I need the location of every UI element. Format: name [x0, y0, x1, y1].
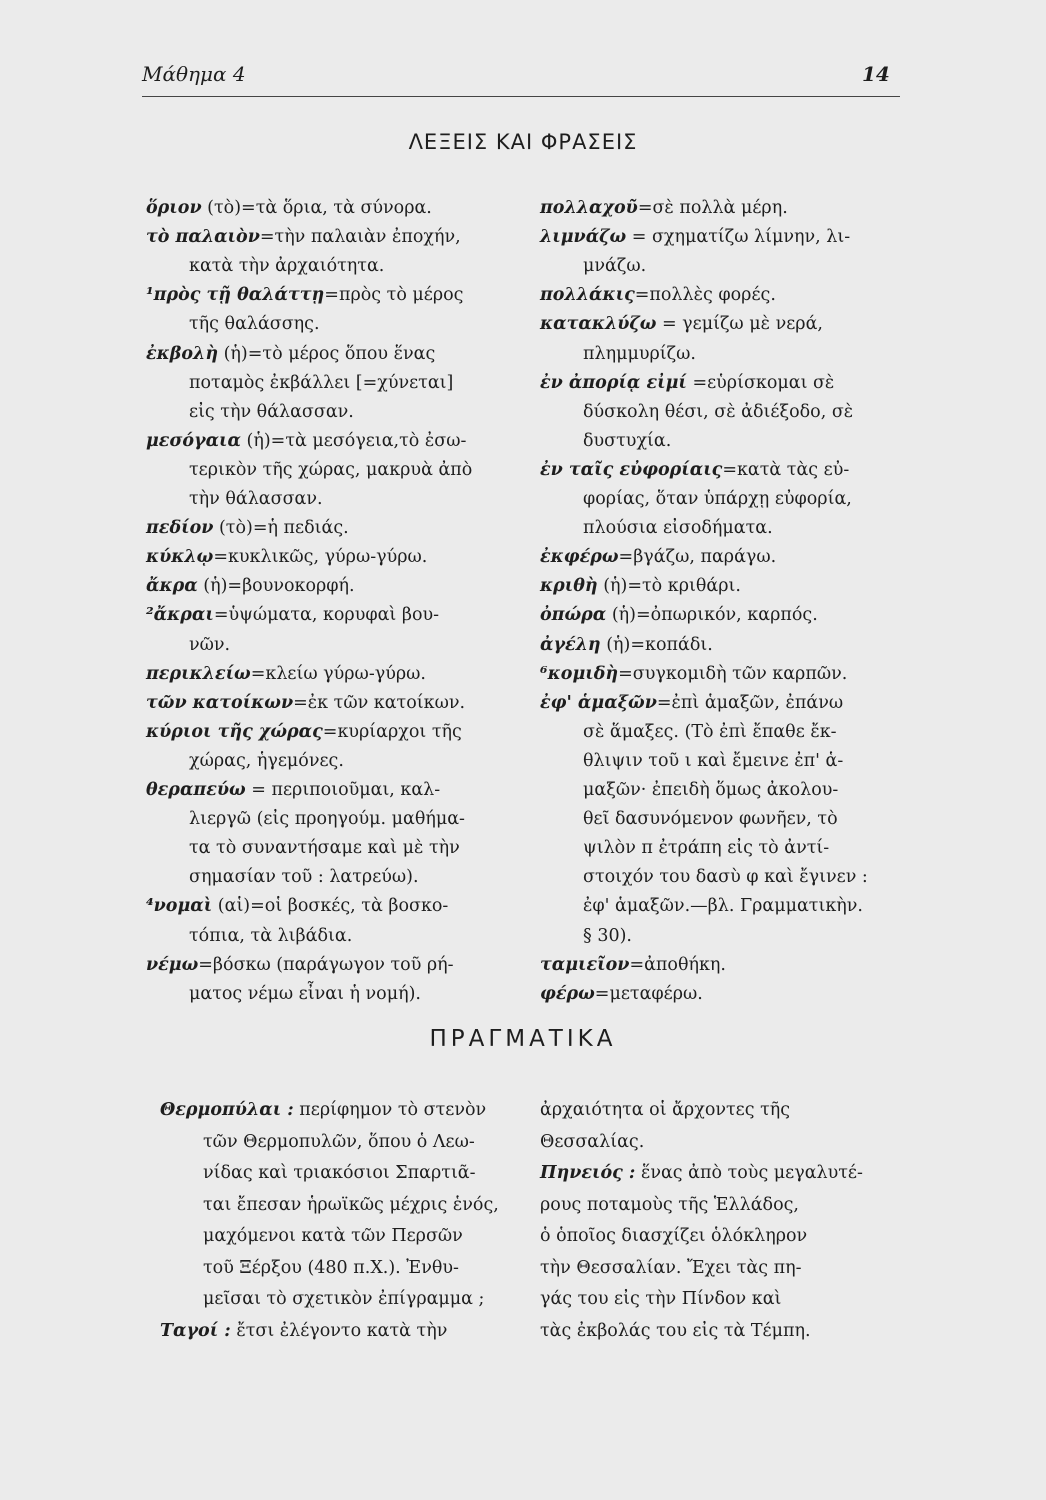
entry-line	[146, 720, 462, 744]
gloss-text: =κυρίαρχοι τῆς	[322, 721, 462, 742]
gloss-text: =σὲ πολλὰ μέρη.	[637, 198, 788, 218]
headword: πολλαχοῦ	[540, 198, 638, 218]
entry-line	[146, 283, 463, 307]
continuation-line	[203, 1130, 475, 1154]
continuation-line	[203, 1256, 459, 1280]
gloss-text: μαχόμενοι κατὰ τῶν Περσῶν	[203, 1226, 463, 1246]
entry-line	[540, 953, 726, 977]
gloss-text: τὴν Θεσσαλίαν. Ἔχει τὰς πη-	[540, 1257, 802, 1278]
continuation-line	[583, 865, 868, 889]
continuation-line	[189, 371, 453, 395]
entry-line	[146, 342, 435, 366]
entry-line	[146, 691, 465, 715]
continuation-line	[540, 1287, 781, 1311]
gloss-text: λιεργῶ (εἰς προηγούμ. μαθήμα-	[189, 809, 465, 830]
gloss-text: ψιλὸν π ἐτράπη εἰς τὸ ἀντί-	[583, 838, 830, 859]
lesson-header: Μάθημα 4	[142, 62, 246, 86]
continuation-line	[189, 836, 460, 860]
headword: ¹πρὸς τῇ θαλάττῃ	[146, 285, 325, 306]
continuation-line	[540, 1193, 799, 1217]
continuation-line	[189, 254, 384, 278]
gloss-text: πλούσια εἰσοδήματα.	[583, 518, 773, 539]
gloss-text: ρους ποταμοὺς τῆς Ἑλλάδος,	[540, 1194, 799, 1215]
headword: ἐκφέρω	[540, 547, 619, 568]
gloss-text: (αἱ)=οἱ βοσκές, τὰ βοσκο-	[212, 896, 449, 917]
entry-line	[540, 1161, 863, 1185]
gloss-text: =βόσκω (παράγωγον τοῦ ρή-	[198, 954, 454, 975]
entry-line	[146, 225, 461, 249]
gloss-text: μνάζω.	[583, 256, 647, 277]
headword: Πηνειός :	[540, 1163, 636, 1183]
continuation-line	[189, 458, 472, 482]
gloss-text: νίδας καὶ τριακόσιοι Σπαρτιᾶ-	[203, 1163, 476, 1183]
headword: ὅριον	[146, 198, 202, 218]
entry-line	[160, 1319, 447, 1343]
continuation-line	[540, 1224, 807, 1248]
gloss-text: ται ἔπεσαν ἡρωϊκῶς μέχρις ἑνός,	[203, 1194, 499, 1215]
gloss-text: τόπια, τὰ λιβάδια.	[189, 925, 353, 946]
continuation-line	[540, 1319, 811, 1343]
headword: ἄκρα	[146, 576, 198, 597]
headword: ⁶κομιδὴ	[540, 663, 619, 684]
gloss-text: =ἀποθήκη.	[629, 954, 726, 975]
continuation-line	[583, 720, 837, 744]
headword: περικλείω	[146, 663, 251, 684]
headword: ἀγέλη	[540, 634, 601, 655]
gloss-text: μεῖσαι τὸ σχετικὸν ἐπίγραμμα ;	[203, 1289, 485, 1309]
entry-line	[540, 458, 849, 482]
page-number: 14	[862, 62, 890, 86]
gloss-text: νῶν.	[189, 634, 231, 655]
entry-line	[540, 225, 850, 249]
headword: ἐκβολὴ	[146, 343, 219, 364]
continuation-line	[583, 342, 696, 366]
gloss-text: ἕνας ἀπὸ τοὺς μεγαλυτέ-	[635, 1163, 863, 1183]
continuation-line	[583, 778, 838, 802]
gloss-text: (ἡ)=ὀπωρικόν, καρπός.	[606, 605, 818, 626]
gloss-text: τὰς ἐκβολάς του εἰς τὰ Τέμπη.	[540, 1320, 811, 1341]
headword: ἐφ' ἁμαξῶν	[540, 692, 657, 713]
entry-line	[540, 196, 788, 220]
continuation-line	[540, 1130, 644, 1154]
gloss-text: τα τὸ συναντήσαμε καὶ μὲ τὴν	[189, 838, 460, 859]
entry-line	[146, 429, 466, 453]
continuation-line	[583, 487, 852, 511]
entry-line	[146, 603, 439, 627]
continuation-line	[203, 1287, 484, 1311]
gloss-text: χώρας, ἡγεμόνες.	[189, 750, 344, 771]
gloss-text: περίφημον τὸ στενὸν	[293, 1100, 487, 1120]
headword: τῶν κατοίκων	[146, 692, 294, 713]
gloss-text: πλημμυρίζω.	[583, 343, 696, 364]
gloss-text: =κυκλικῶς, γύρω-γύρω.	[213, 547, 428, 568]
entry-line	[146, 662, 426, 686]
gloss-text: =πολλὲς φορές.	[634, 285, 776, 306]
gloss-text: τὴν θάλασσαν.	[189, 489, 323, 509]
headword: Ταγοί :	[160, 1320, 231, 1341]
entry-line	[146, 778, 440, 802]
gloss-text: (ἡ)=βουνοκορφή.	[197, 576, 355, 597]
gloss-text: θλιψιν τοῦ ι καὶ ἔμεινε ἐπ' ἁ-	[583, 750, 844, 771]
gloss-text: (τὸ)=ἡ πεδιάς.	[213, 518, 349, 539]
gloss-text: γάς του εἰς τὴν Πίνδον καὶ	[540, 1289, 782, 1309]
continuation-line	[540, 1256, 802, 1280]
gloss-text: =πρὸς τὸ μέρος	[324, 285, 464, 306]
gloss-text: θεῖ δασυνόμενον φωνῆεν, τὸ	[583, 809, 838, 830]
gloss-text: Θεσσαλίας.	[540, 1131, 645, 1152]
headword: ²ἄκραι	[146, 605, 214, 626]
continuation-line	[583, 924, 632, 948]
entry-line	[540, 662, 847, 686]
entry-line	[540, 691, 843, 715]
gloss-text: σὲ ἅμαξες. (Τὸ ἐπὶ ἔπαθε ἔκ-	[583, 721, 837, 742]
headword: Θερμοπύλαι :	[160, 1100, 294, 1120]
continuation-line	[583, 516, 773, 540]
entry-line	[540, 603, 818, 627]
gloss-text: ποταμὸς ἐκβάλλει [=χύνεται]	[189, 372, 454, 393]
headword: κύριοι τῆς χώρας	[146, 721, 323, 742]
entry-line	[146, 516, 349, 540]
continuation-line	[583, 749, 843, 773]
gloss-text: =ἐκ τῶν κατοίκων.	[293, 692, 466, 713]
gloss-text: (ἡ)=τὸ κριθάρι.	[597, 576, 741, 597]
continuation-line	[583, 254, 646, 278]
gloss-text: κατὰ τὴν ἀρχαιότητα.	[189, 256, 385, 277]
entry-line	[146, 574, 355, 598]
headword: κριθὴ	[540, 576, 598, 597]
headword: λιμνάζω	[540, 227, 627, 248]
header-rule	[142, 96, 900, 97]
entry-line	[146, 894, 448, 918]
gloss-text: =κατὰ τὰς εὐ-	[722, 459, 850, 480]
entry-line	[540, 371, 834, 395]
continuation-line	[583, 429, 671, 453]
gloss-text: =βγάζω, παράγω.	[618, 547, 777, 568]
entry-line	[540, 545, 776, 569]
gloss-text: = περιποιοῦμαι, καλ-	[245, 780, 441, 800]
entry-line	[540, 633, 713, 657]
headword: νέμω	[146, 954, 199, 975]
gloss-text: δυστυχία.	[583, 430, 672, 451]
gloss-text: =κλείω γύρω-γύρω.	[250, 663, 426, 684]
gloss-text: σημασίαν τοῦ : λατρεύω).	[189, 867, 419, 888]
headword: θεραπεύω	[146, 780, 246, 800]
gloss-text: = σχηματίζω λίμνην, λι-	[626, 227, 851, 248]
continuation-line	[189, 400, 354, 424]
continuation-line	[203, 1161, 476, 1185]
headword: ἐν ἀπορίᾳ εἰμί	[540, 372, 687, 393]
gloss-text: (τὸ)=τὰ ὅρια, τὰ σύνορα.	[201, 198, 432, 218]
continuation-line	[540, 1098, 790, 1122]
continuation-line	[583, 400, 853, 424]
headword: πολλάκις	[540, 285, 635, 306]
gloss-text: τῆς θαλάσσης.	[189, 314, 320, 335]
entry-line	[160, 1098, 486, 1122]
gloss-text: (ἡ)=τὰ μεσόγεια,τὸ ἐσω-	[240, 430, 467, 451]
gloss-text: φορίας, ὅταν ὑπάρχῃ εὐφορία,	[583, 489, 852, 509]
headword: ἐν ταῖς εὐφορίαις	[540, 459, 723, 480]
continuation-line	[189, 633, 230, 657]
gloss-text: =εὑρίσκομαι σὲ	[686, 372, 835, 393]
realia-section-title: ΠΡΑΓΜΑΤΙΚΑ	[429, 1026, 617, 1052]
gloss-text: ἔτσι ἐλέγοντο κατὰ τὴν	[230, 1320, 448, 1341]
headword: κύκλῳ	[146, 547, 214, 568]
gloss-text: μαξῶν· ἐπειδὴ ὅμως ἀκολου-	[583, 780, 839, 800]
continuation-line	[189, 807, 465, 831]
gloss-text: στοιχόν του δασὺ φ καὶ ἔγινεν :	[583, 867, 868, 888]
gloss-text: = γεμίζω μὲ νερά,	[656, 314, 823, 335]
entry-line	[146, 196, 432, 220]
entry-line	[146, 545, 427, 569]
continuation-line	[583, 807, 838, 831]
gloss-text: εἰς τὴν θάλασσαν.	[189, 401, 354, 422]
headword: ⁴νομαὶ	[146, 896, 213, 917]
entry-line	[146, 953, 454, 977]
continuation-line	[583, 836, 829, 860]
gloss-text: =συγκομιδὴ τῶν καρπῶν.	[618, 663, 848, 684]
gloss-text: ματος νέμω εἶναι ἡ νομή).	[189, 983, 421, 1004]
gloss-text: =ὑψώματα, κορυφαὶ βου-	[213, 605, 440, 626]
gloss-text: =μεταφέρω.	[594, 983, 703, 1004]
gloss-text: ἀρχαιότητα οἱ ἄρχοντες τῆς	[540, 1100, 791, 1120]
headword: μεσόγαια	[146, 430, 241, 451]
gloss-text: δύσκολη θέσι, σὲ ἀδιέξοδο, σὲ	[583, 401, 854, 422]
gloss-text: § 30).	[583, 925, 632, 946]
continuation-line	[189, 749, 344, 773]
headword: κατακλύζω	[540, 314, 657, 335]
entry-line	[540, 312, 823, 336]
gloss-text: ὁ ὁποῖος διασχίζει ὁλόκληρον	[540, 1226, 808, 1246]
gloss-text: ἐφ' ἁμαξῶν.—βλ. Γραμματικὴν.	[583, 896, 863, 917]
gloss-text: =ἐπὶ ἁμαξῶν, ἐπάνω	[656, 692, 844, 713]
gloss-text: τῶν Θερμοπυλῶν, ὅπου ὁ Λεω-	[203, 1131, 475, 1152]
continuation-line	[203, 1224, 463, 1248]
entry-line	[540, 982, 703, 1006]
continuation-line	[189, 487, 323, 511]
entry-line	[540, 574, 741, 598]
continuation-line	[189, 865, 419, 889]
entry-line	[540, 283, 776, 307]
gloss-text: τερικὸν τῆς χώρας, μακρυὰ ἀπὸ	[189, 459, 473, 480]
gloss-text: (ἡ)=τὸ μέρος ὅπου ἕνας	[218, 343, 436, 364]
continuation-line	[189, 982, 421, 1006]
continuation-line	[189, 924, 352, 948]
headword: ταμιεῖον	[540, 954, 630, 975]
continuation-line	[203, 1193, 499, 1217]
gloss-text: (ἡ)=κοπάδι.	[600, 634, 713, 655]
vocab-section-title: ΛΕΞΕΙΣ ΚΑΙ ΦΡΑΣΕΙΣ	[408, 130, 638, 154]
headword: φέρω	[540, 983, 595, 1004]
continuation-line	[583, 894, 863, 918]
continuation-line	[189, 312, 320, 336]
headword: πεδίον	[146, 518, 214, 539]
headword: ὀπώρα	[540, 605, 607, 626]
headword: τὸ παλαιὸν	[146, 227, 260, 248]
gloss-text: =τὴν παλαιὰν ἐποχήν,	[259, 227, 461, 248]
gloss-text: τοῦ Ξέρξου (480 π.Χ.). Ἐνθυ-	[203, 1257, 459, 1278]
